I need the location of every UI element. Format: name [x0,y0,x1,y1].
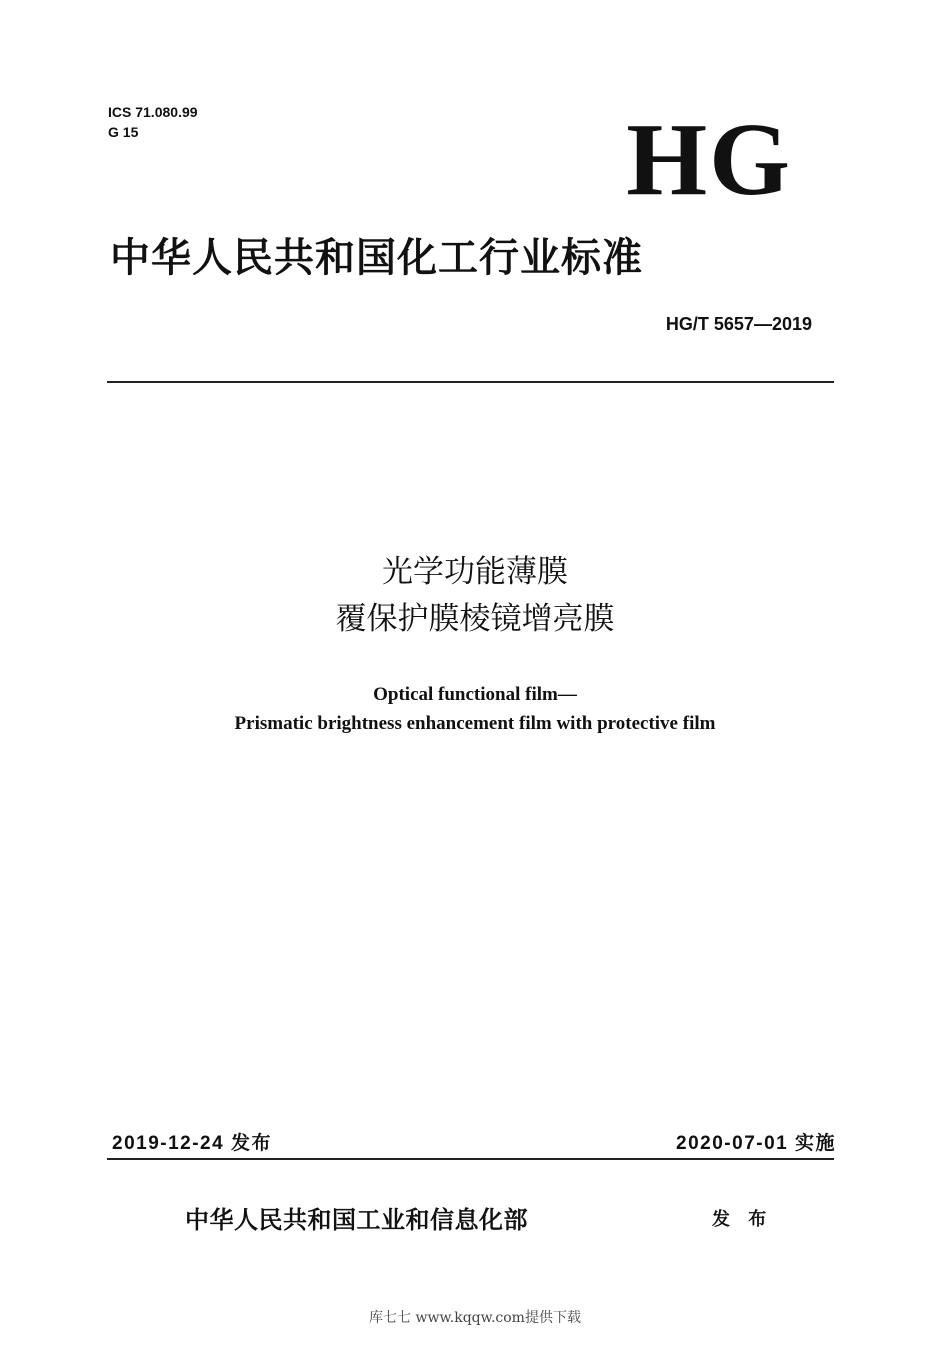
download-watermark: 库七七 www.kqqw.com提供下载 [369,1310,581,1326]
issue-date: 2019-12-24 发布 [112,1133,272,1154]
classification-codes [108,102,198,142]
title-en-line2: Prismatic brightness enhancement film with protective film [234,713,716,734]
title-zh-line2: 覆保护膜棱镜增亮膜 [335,601,615,637]
issuing-authority: 中华人民共和国工业和信息化部 [185,1206,528,1234]
title-zh-line1: 光学功能薄膜 [382,554,568,590]
standard-category-title: 中华人民共和国化工行业标准 [110,235,643,281]
implementation-date: 2020-07-01 实施 [676,1133,836,1154]
ics-code: ICS 71.080.99 [108,104,198,120]
top-divider [107,381,834,383]
bottom-divider [107,1158,834,1160]
standard-number: HG/T 5657—2019 [665,314,812,334]
hg-logo: HG [626,102,792,217]
issue-verb: 发 布 [712,1209,773,1230]
title-en-line1: Optical functional film— [373,684,577,705]
ccs-code: G 15 [108,124,139,140]
